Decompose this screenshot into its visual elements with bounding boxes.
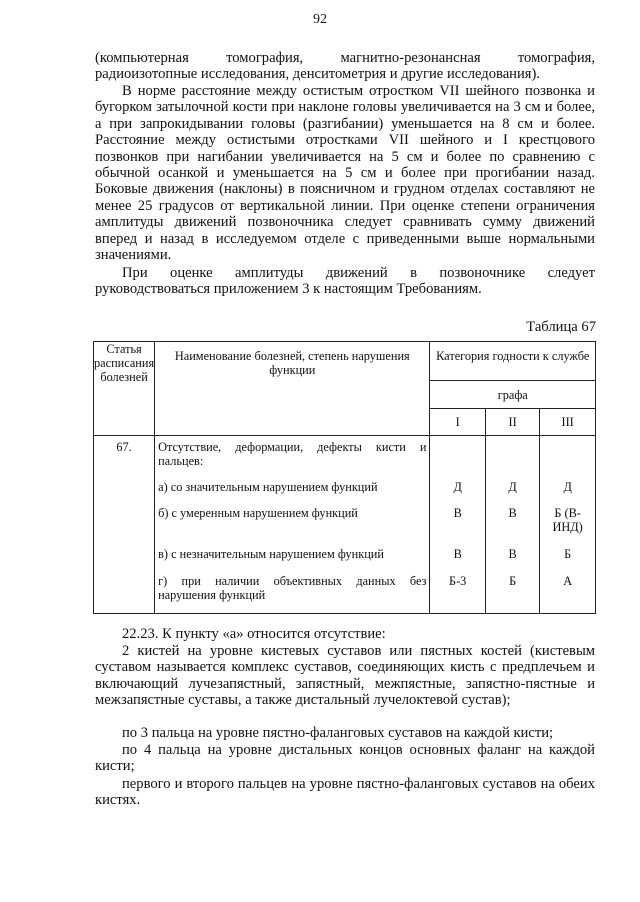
category-col-2 xyxy=(485,436,539,614)
header-col-1: I xyxy=(430,409,485,436)
paragraph-three-fingers: по 3 пальца на уровне пястно-фаланговых суставов на каждой кисти; xyxy=(122,725,554,741)
disease-table xyxy=(93,341,596,614)
row-v-c3: Б xyxy=(564,547,572,561)
row-g-text: г) при наличии объективных данных без нарушения функций xyxy=(158,574,427,602)
table-caption: Таблица 67 xyxy=(526,319,596,335)
row-g-c3: А xyxy=(563,574,573,588)
header-grafa: графа xyxy=(430,381,596,409)
header-col-2: II xyxy=(485,409,539,436)
disease-description-cell xyxy=(155,436,430,614)
paragraph-hands: 2 кистей на уровне кистевых суставов или пястных костей (кистевым суставом называется комплекс суставов, соединяющих кисть с предплечьем и включающий лучезапястный, запястный, межпястные, запястно-пястные и межзапястные суставы, а также дистальный лучелоктевой сустав); xyxy=(95,643,595,709)
main-text: Отсутствие, деформации, дефекты кисти и пальцев: xyxy=(158,440,427,468)
paragraph-point-a: 22.23. К пункту «а» относится отсутствие: xyxy=(122,626,386,642)
row-b-c3: Б (В-ИНД) xyxy=(552,506,583,534)
header-col-3: III xyxy=(540,409,596,436)
category-col-3 xyxy=(540,436,596,614)
row-v-c2: В xyxy=(508,547,517,561)
category-col-1 xyxy=(430,436,485,614)
header-article: Статья расписания болезней xyxy=(94,342,155,436)
row-b-c2: В xyxy=(508,506,517,520)
paragraph-reference: При оценке амплитуды движений в позвоночнике следует руководствоваться приложением 3 к настоящим Требованиям. xyxy=(95,265,595,298)
row-b-text: б) с умеренным нарушением функций xyxy=(158,506,358,520)
article-number: 67. xyxy=(94,436,155,614)
page-number: 92 xyxy=(313,12,327,27)
paragraph-continuation: (компьютерная томография, магнитно-резонансная томография, радиоизотопные исследования, денситометрия и другие исследования). xyxy=(95,50,595,83)
row-v-c1: В xyxy=(453,547,462,561)
row-a-c2: Д xyxy=(508,480,517,494)
row-g-c1: Б-3 xyxy=(449,574,467,588)
paragraph-first-second: первого и второго пальцев на уровне пястно-фаланговых суставов на обеих кистях. xyxy=(95,776,595,809)
header-name: Наименование болезней, степень нарушения функции xyxy=(155,342,430,436)
row-v-text: в) с незначительным нарушением функций xyxy=(158,547,384,561)
paragraph-norms: В норме расстояние между остистым отростком VII шейного позвонка и бугорком затылочной кости при наклоне головы увеличивается на 3 см и более, а при запрокидывании головы (разгибании) уменьшается на 8 см и более. Расстояние между остистыми отростками VII шейного и I крестцового позвонков при нагибании увеличивается на 5 см и более по сравнению с обычной осанкой и уменьшается на 5 см и более при прогибании назад. Боковые движения (наклоны) в поясничном и грудном отделах составляют не менее 25 градусов от вертикальной линии. При оценке степени ограничения амплитуды движений позвоночника следует сравнивать сумму движений вперед и назад в исследуемом отделе с приведенными выше нормальными значениями. xyxy=(95,83,595,264)
row-g-c2: Б xyxy=(509,574,517,588)
paragraph-four-fingers: по 4 пальца на уровне дистальных концов основных фаланг на каждой кисти; xyxy=(95,742,595,775)
row-a-c3: Д xyxy=(563,480,572,494)
header-category: Категория годности к службе xyxy=(430,342,596,381)
row-a-text: а) со значительным нарушением функций xyxy=(158,480,378,494)
row-b-c1: В xyxy=(453,506,462,520)
row-a-c1: Д xyxy=(453,480,462,494)
